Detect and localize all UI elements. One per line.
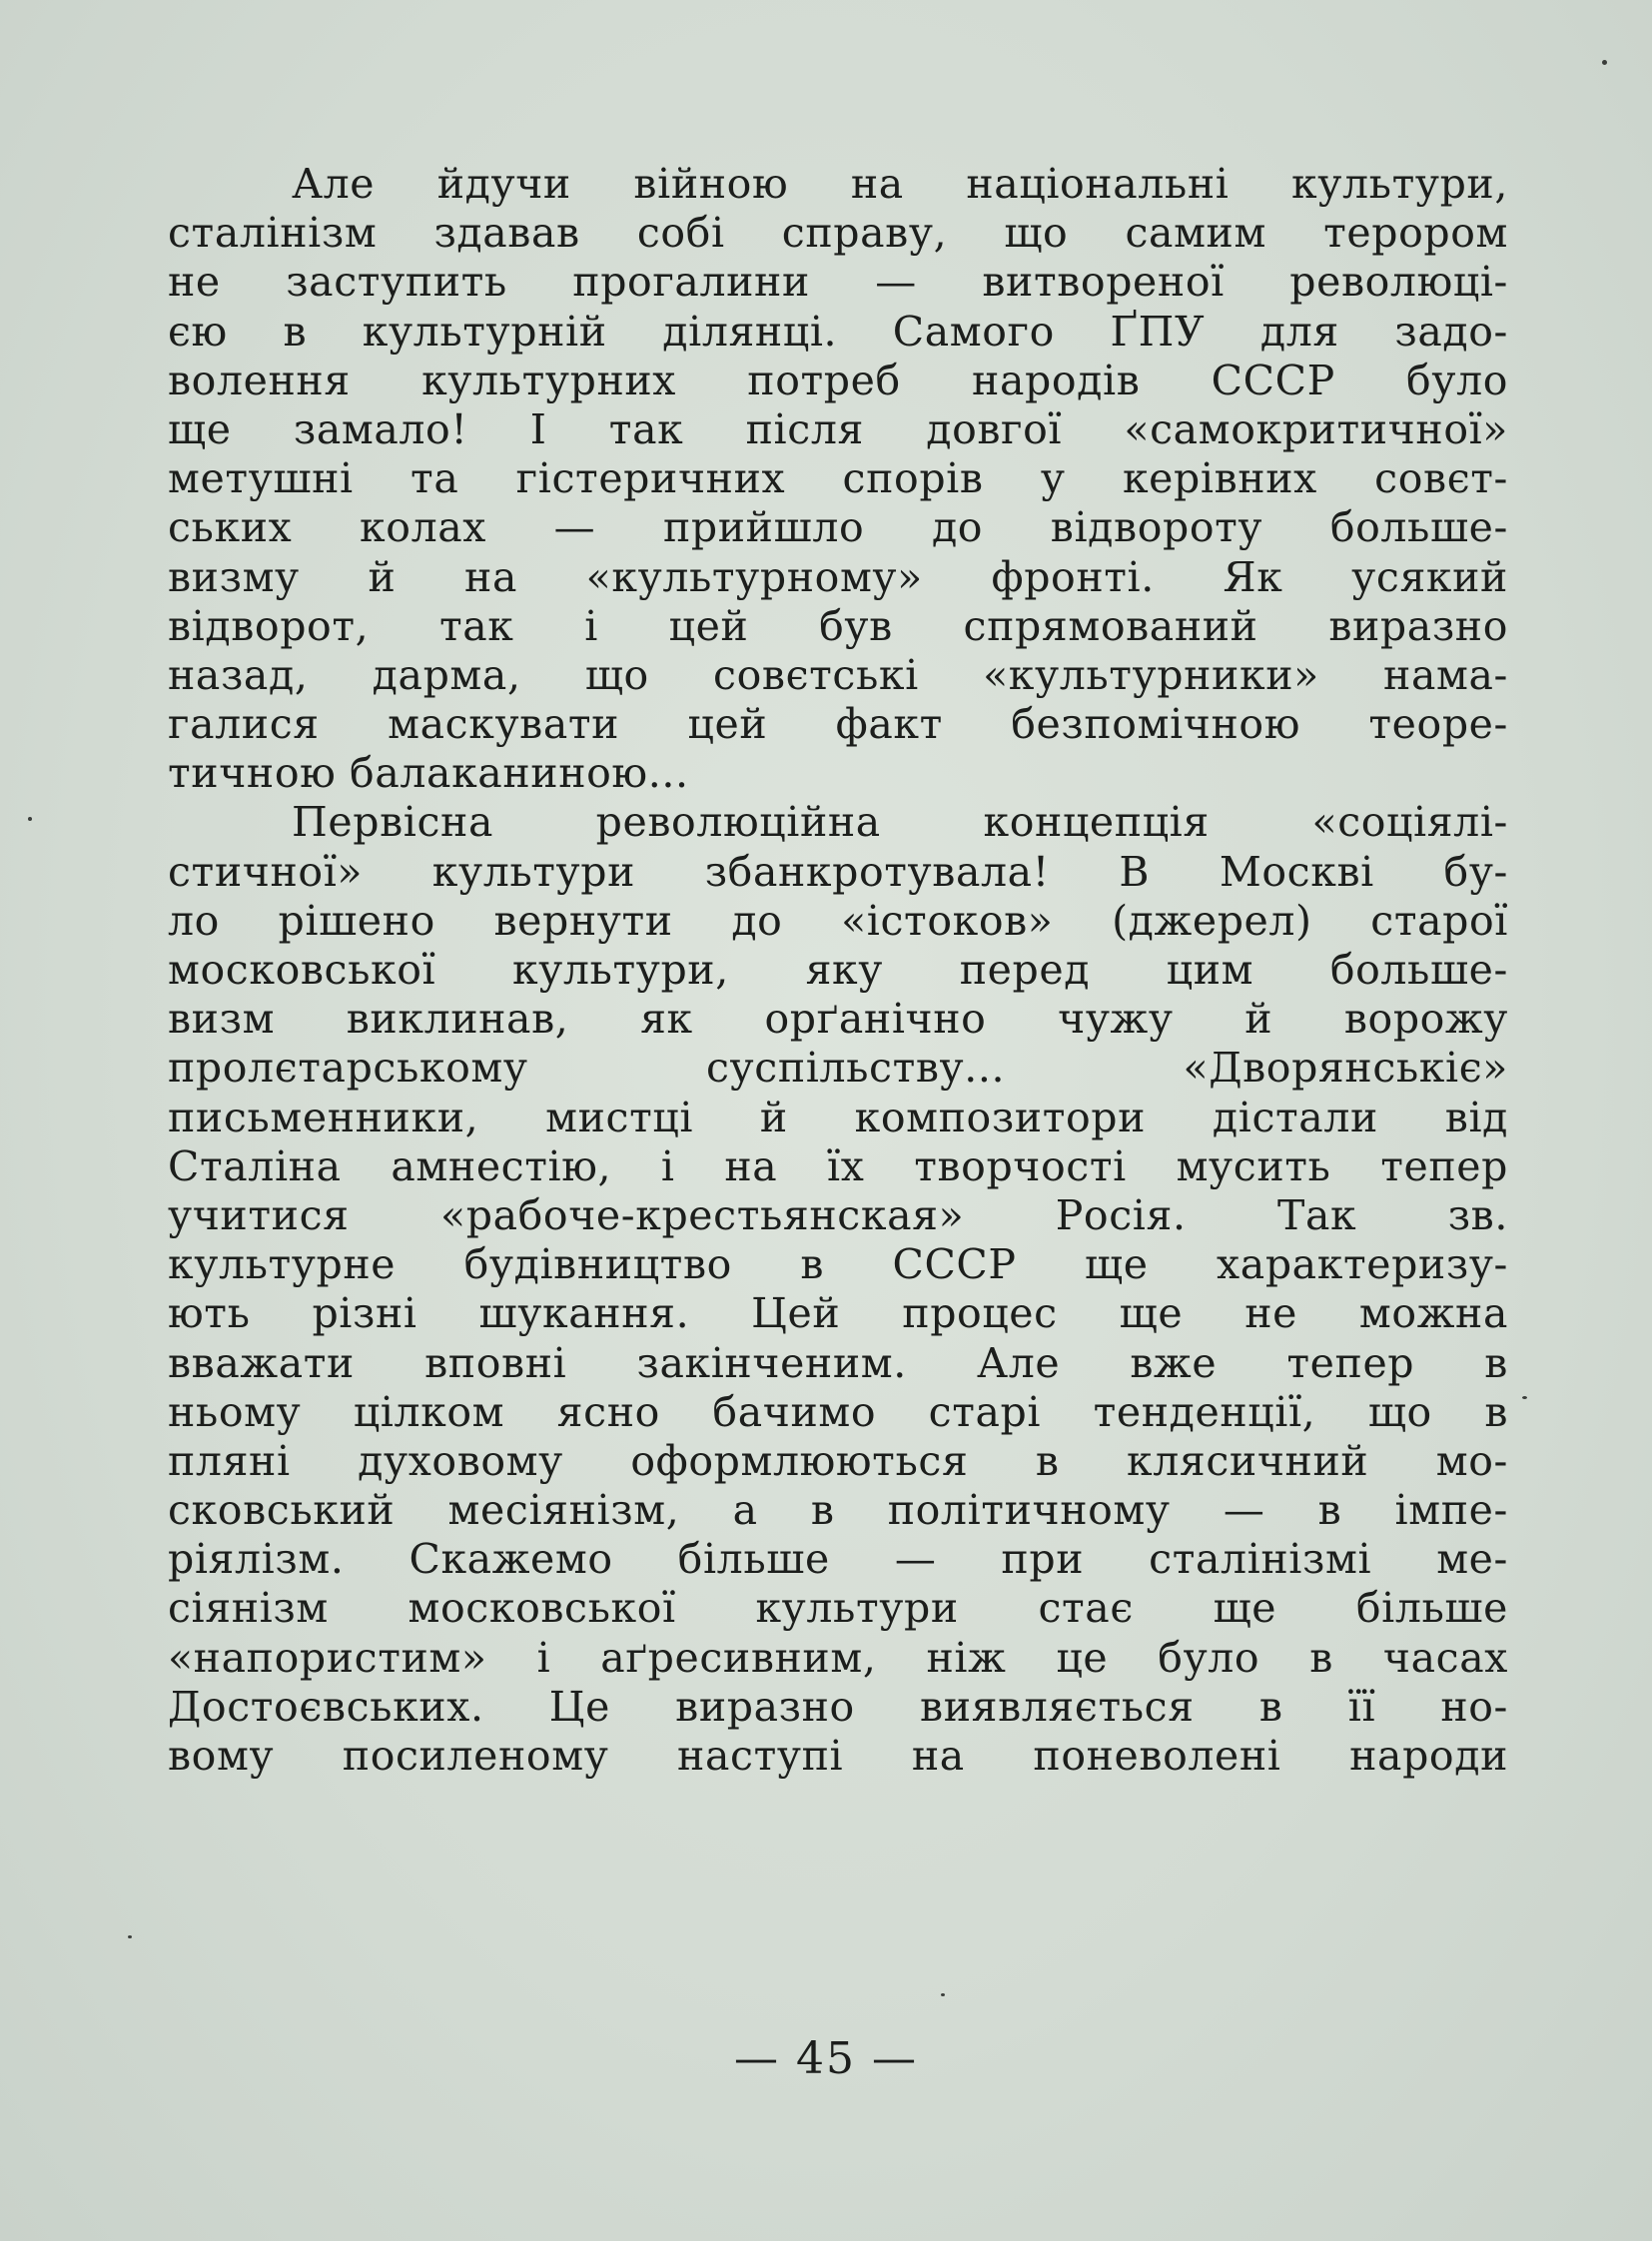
text-line: ще замало! І так після довгої «самокритичної» [168,404,1508,453]
text-line: пляні духовому оформлюються в клясичний мо- [168,1436,1508,1485]
text-line: сталінізм здавав собі справу, що самим терором [168,209,1508,258]
text-line: єю в культурній ділянці. Самого ҐПУ для задо- [168,307,1508,356]
text-line: стичної» культури збанкротувала! В Москві бу- [168,847,1508,896]
text-line: визм виклинав, як орґанічно чужу й ворожу [168,995,1508,1044]
text-line: не заступить прогалини — витвореної революці- [168,258,1508,307]
text-line: тичною балаканиною... [168,749,689,798]
body-text [168,160,1508,1781]
text-line: вважати вповні закінченим. Але вже тепер в [168,1338,1508,1387]
text-line: сковський месіянізм, а в політичному — в імпе- [168,1486,1508,1535]
text-line: культурне будівництво в СССР ще характеризу- [168,1240,1508,1289]
text-line: метушні та гістеричних спорів у керівних совєт- [168,454,1508,503]
text-line: ло рішено вернути до «істоков» (джерел) старої [168,896,1508,945]
text-line: «напористим» і аґресивним, ніж це було в часах [168,1633,1508,1682]
text-line: відворот, так і цей був спрямований виразно [168,601,1508,650]
text-line: волення культурних потреб народів СССР було [168,356,1508,404]
text-line: московської культури, яку перед цим больше- [168,946,1508,994]
text-line: ють різні шукання. Цей процес ще не можна [168,1289,1508,1338]
text-line: ських колах — прийшло до відвороту большe- [168,503,1508,552]
text-line: Сталіна амнестію, і на їх творчості мусить тепер [168,1141,1508,1190]
text-line: учитися «рабоче-крестьянская» Росія. Так зв. [168,1190,1508,1239]
text-line: визму й на «культурному» фронті. Як усякий [168,552,1508,601]
paper-speck [941,1993,945,1996]
paper-speck [28,817,32,821]
text-line: вому посиленому наступі на поневолені народи [168,1732,1508,1780]
text-line: письменники, мистці й композитори дістали від [168,1093,1508,1141]
paragraph-2 [168,798,1508,1781]
text-line: ріялізм. Скажемо більше — при сталінізмі ме- [168,1535,1508,1584]
text-line: ньому цілком ясно бачимо старі тенденції, що в [168,1387,1508,1436]
text-line: Достоєвських. Це виразно виявляється в її но- [168,1682,1508,1731]
paper-speck [128,1935,132,1938]
text-line: Але йдучи війною на національні культури, [292,160,1508,208]
paper-speck [1602,60,1607,65]
text-line: пролєтарському суспільству... «Дворянськіє» [168,1044,1508,1093]
text-line: Первісна революційна концепція «соціялі- [292,798,1508,847]
text-line: галися маскувати цей факт безпомічною теоре- [168,700,1508,749]
text-line: сіянізм московської культури стає ще більше [168,1584,1508,1633]
page-number: — 45 — [734,2033,918,2084]
text-line: назад, дарма, що совєтські «культурники» нама- [168,650,1508,699]
paragraph-1 [168,160,1508,798]
paper-speck [1522,1396,1527,1399]
